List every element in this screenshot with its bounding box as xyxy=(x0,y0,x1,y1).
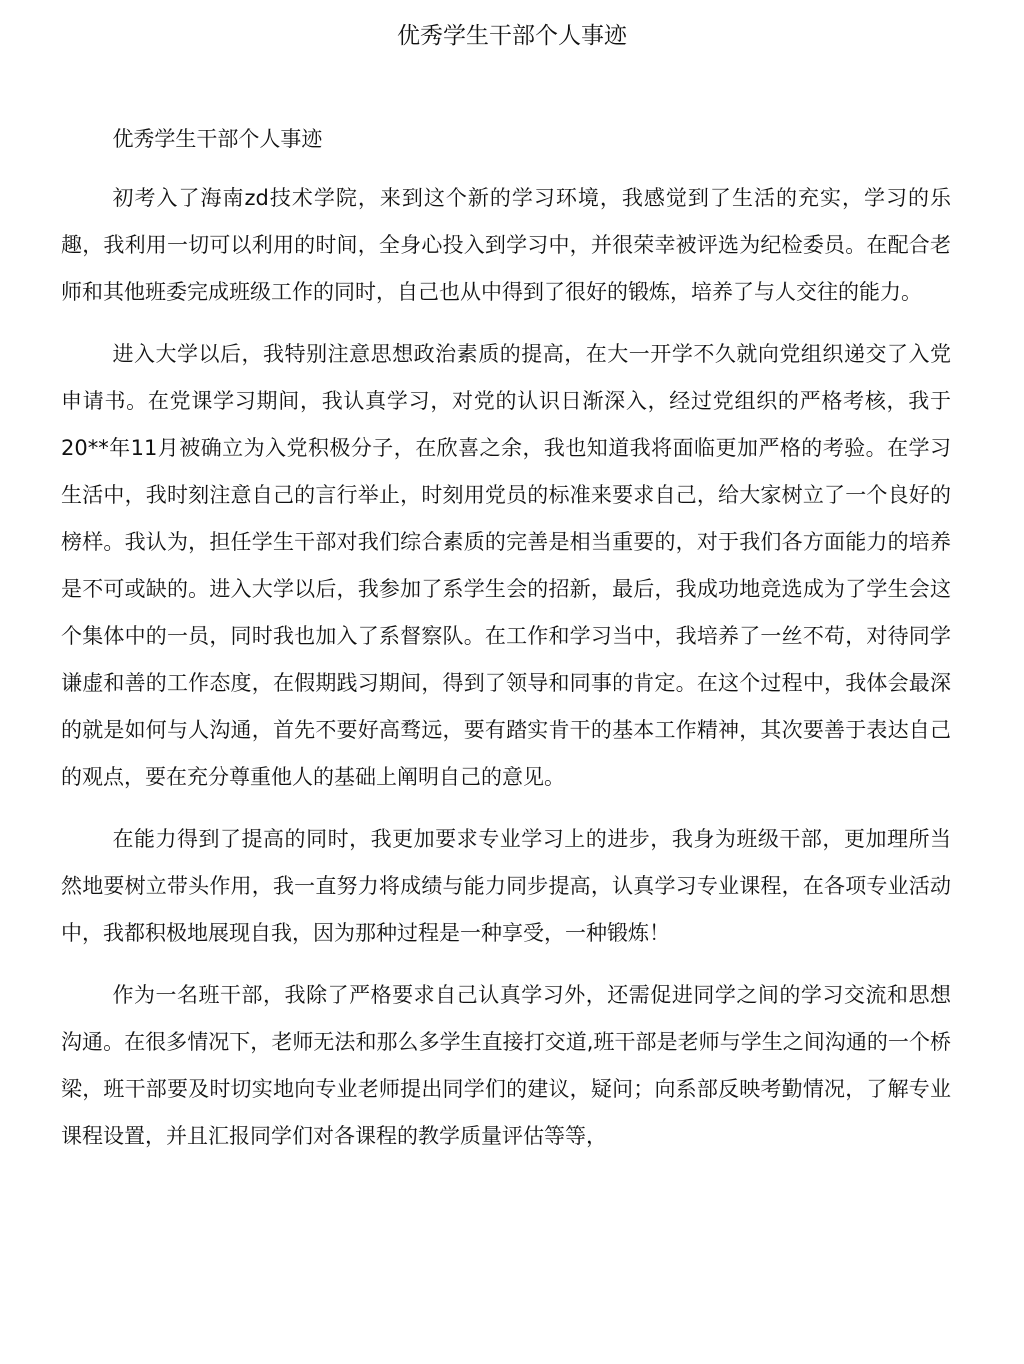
paragraph-3: 在能力得到了提高的同时，我更加要求专业学习上的进步，我身为班级干部，更加理所当然地要树立带头作用，我一直努力将成绩与能力同步提高，认真学习专业课程，在各项专业活动中，我都积极地展现自我，因为那种过程是一种享受，一种锻炼！ xyxy=(61,827,951,945)
document-title: 优秀学生干部个人事迹 xyxy=(397,23,627,49)
paragraph-4: 作为一名班干部，我除了严格要求自己认真学习外，还需促进同学之间的学习交流和思想沟通。在很多情况下，老师无法和那么多学生直接打交道,班干部是老师与学生之间沟通的一个桥梁，班干部要及时切实地向专业老师提出同学们的建议，疑问；向系部反映考勤情况，了解专业课程设置，并且汇报同学们对各课程的教学质量评估等等， xyxy=(61,983,951,1148)
paragraph-1: 初考入了海南zd技术学院，来到这个新的学习环境，我感觉到了生活的充实，学习的乐趣，我利用一切可以利用的时间，全身心投入到学习中，并很荣幸被评选为纪检委员。在配合老师和其他班委完成班级工作的同时，自己也从中得到了很好的锻炼，培养了与人交往的能力。 xyxy=(61,186,951,304)
document-subtitle: 优秀学生干部个人事迹 xyxy=(112,127,323,151)
paragraph-2: 进入大学以后，我特别注意思想政治素质的提高，在大一开学不久就向党组织递交了入党申请书。在党课学习期间，我认真学习，对党的认识日渐深入，经过党组织的严格考核，我于20**年11月被确立为入党积极分子，在欣喜之余，我也知道我将面临更加严格的考验。在学习生活中，我时刻注意自己的言行举止，时刻用党员的标准来要求自己，给大家树立了一个良好的榜样。我认为，担任学生干部对我们综合素质的完善是相当重要的，对于我们各方面能力的培养是不可或缺的。进入大学以后，我参加了系学生会的招新，最后，我成功地竞选成为了学生会这个集体中的一员，同时我也加入了系督察队。在工作和学习当中，我培养了一丝不苟，对待同学谦虚和善的工作态度，在假期践习期间，得到了领导和同事的肯定。在这个过程中，我体会最深的就是如何与人沟通，首先不要好高骛远，要有踏实肯干的基本工作精神，其次要善于表达自己的观点，要在充分尊重他人的基础上阐明自己的意见。 xyxy=(61,342,951,789)
document-body xyxy=(61,116,951,1175)
